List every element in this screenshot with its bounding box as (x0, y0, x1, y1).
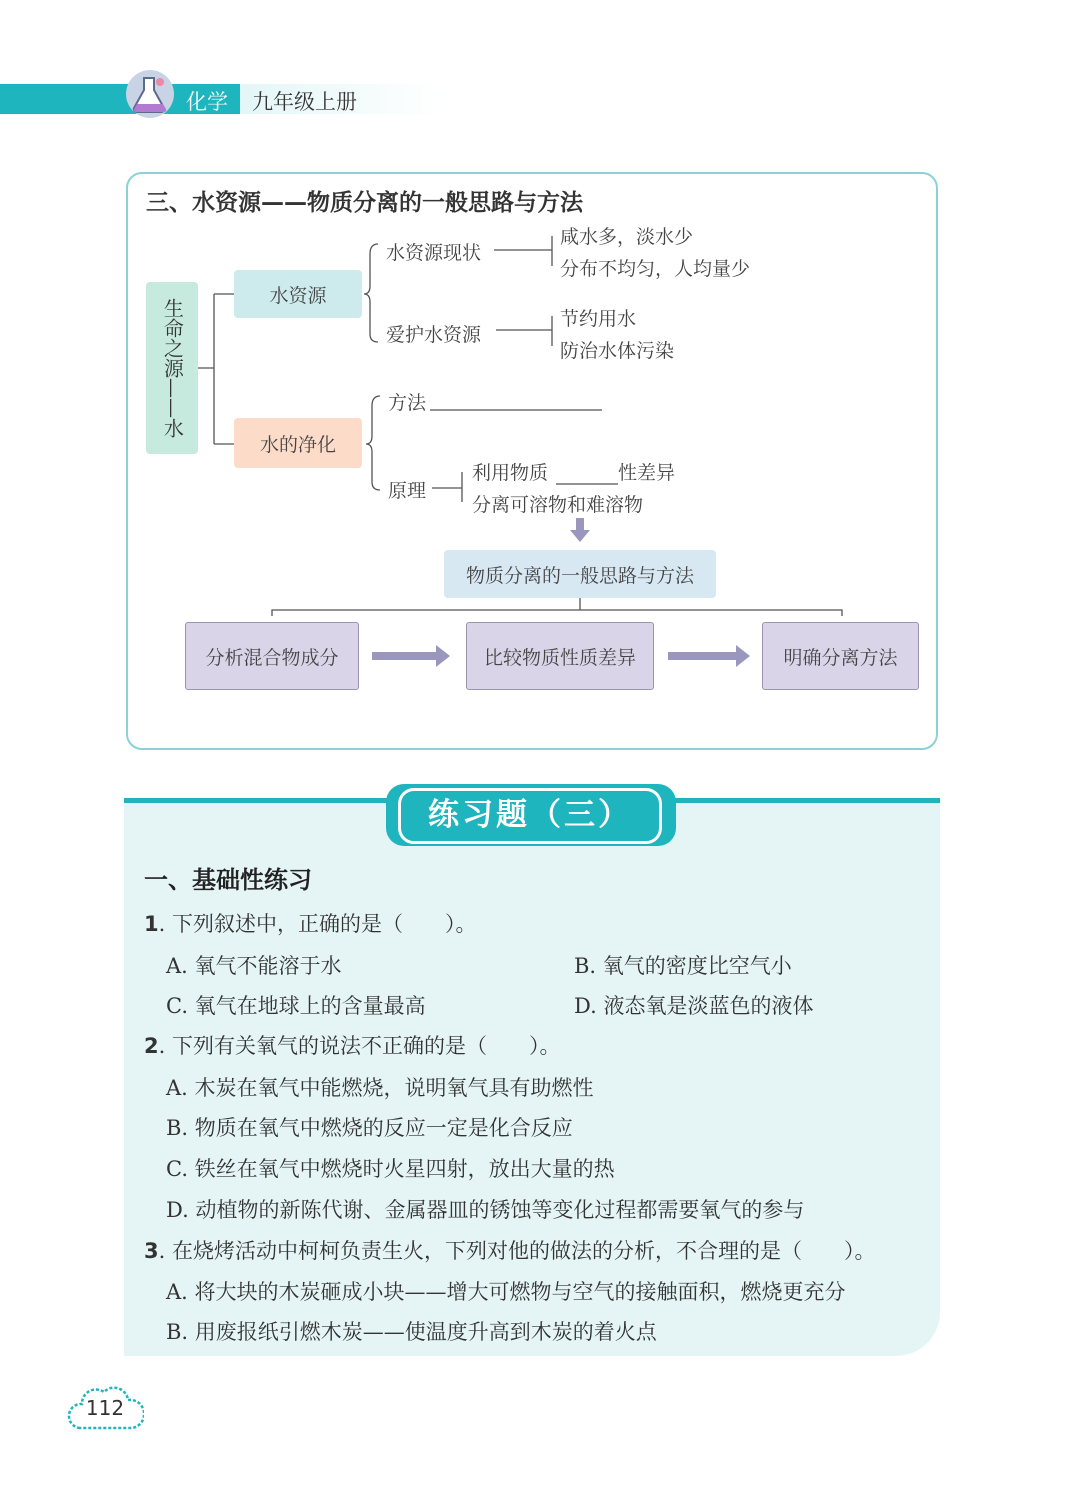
step-compare: 比较物质性质差异 (466, 622, 654, 690)
q1-option-c: C. 氧气在地球上的含量最高 (166, 994, 426, 1018)
question-stem: 在烧烤活动中柯柯负责生火，下列对他的做法的分析，不合理的是（ ）。 (171, 1239, 876, 1263)
page-number: 112 (85, 1396, 125, 1420)
protect-item-2: 防治水体污染 (560, 340, 675, 362)
q2-option-b: B. 物质在氧气中燃烧的反应一定是化合反应 (166, 1116, 573, 1140)
q2-option-d: D. 动植物的新陈代谢、金属器皿的锈蚀等变化过程都需要氧气的参与 (166, 1198, 805, 1222)
status-label: 水资源现状 (386, 242, 482, 264)
status-item-1: 咸水多，淡水少 (560, 226, 694, 248)
step-determine: 明确分离方法 (762, 622, 919, 690)
question-2: 2. 下列有关氧气的说法不正确的是（ ）。 (144, 1034, 561, 1058)
question-3: 3. 在烧烤活动中柯柯负责生火，下列对他的做法的分析，不合理的是（ ）。 (144, 1239, 876, 1263)
node-general-method: 物质分离的一般思路与方法 (444, 550, 716, 598)
q2-option-a: A. 木炭在氧气中能燃烧，说明氧气具有助燃性 (166, 1076, 594, 1100)
node-water-resource: 水资源 (234, 270, 362, 318)
question-number: 1 (144, 912, 159, 936)
q1-option-a: A. 氧气不能溶于水 (166, 954, 342, 978)
principle-item-2: 分离可溶物和难溶物 (472, 494, 644, 516)
question-number: 2 (144, 1034, 159, 1058)
exercise-title: 练习题（三） (428, 797, 632, 833)
step-analyze: 分析混合物成分 (185, 622, 359, 690)
exercise-subsection: 一、基础性练习 (144, 865, 312, 894)
header-grade: 九年级上册 (252, 90, 357, 114)
q2-option-c: C. 铁丝在氧气中燃烧时火星四射，放出大量的热 (166, 1157, 615, 1181)
principle-item-1a: 利用物质 (472, 462, 549, 484)
question-stem: 下列有关氧气的说法不正确的是（ ）。 (171, 1034, 561, 1058)
principle-item-1b: 性差异 (618, 462, 676, 484)
header-subject: 化学 (186, 90, 228, 114)
mindmap-root (146, 282, 198, 454)
status-item-2: 分布不均匀，人均量少 (560, 258, 751, 280)
principle-label: 原理 (388, 480, 427, 502)
question-1: 1. 下列叙述中，正确的是（ ）。 (144, 912, 477, 936)
q3-option-a: A. 将大块的木炭砸成小块——增大可燃物与空气的接触面积，燃烧更充分 (166, 1280, 846, 1304)
method-label: 方法 (388, 392, 427, 414)
q1-option-b: B. 氧气的密度比空气小 (574, 954, 792, 978)
protect-label: 爱护水资源 (386, 324, 482, 346)
q1-option-d: D. 液态氧是淡蓝色的液体 (574, 994, 814, 1018)
root-label: 生命之源——水 (160, 298, 185, 438)
section-title: 三、水资源——物质分离的一般思路与方法 (146, 190, 583, 216)
q3-option-b: B. 用废报纸引燃木炭——使温度升高到木炭的着火点 (166, 1320, 657, 1344)
question-number: 3 (144, 1239, 159, 1263)
node-water-purification: 水的净化 (234, 418, 362, 468)
question-stem: 下列叙述中，正确的是（ ）。 (171, 912, 477, 936)
protect-item-1: 节约用水 (560, 308, 637, 330)
